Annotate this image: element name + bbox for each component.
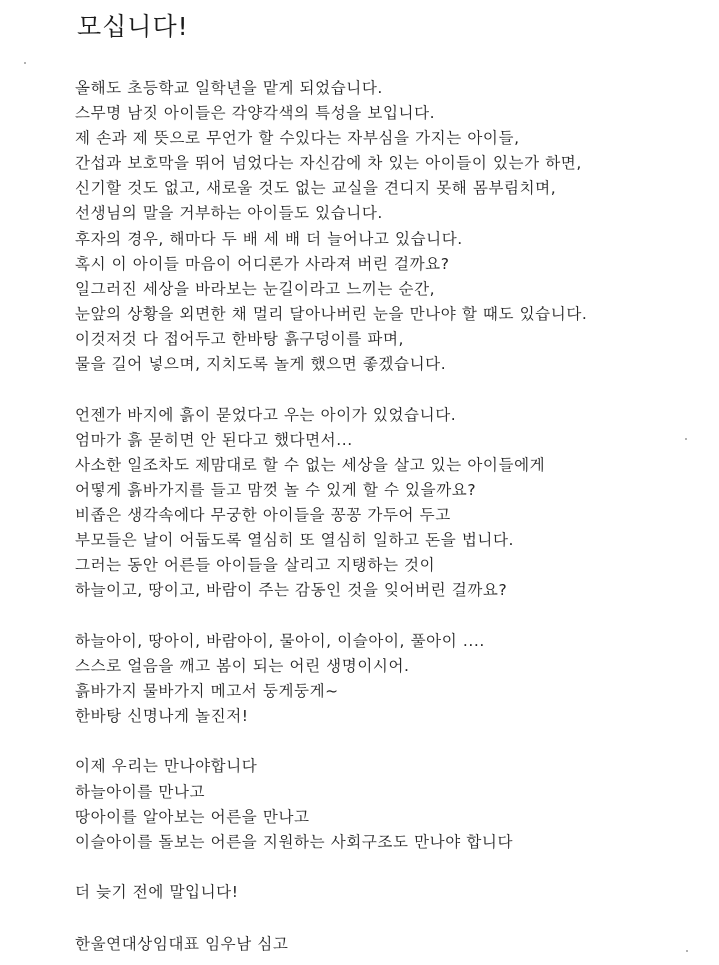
text-line: 선생님의 말을 거부하는 아이들도 있습니다.	[75, 204, 383, 223]
text-line: 엄마가 흙 묻히면 안 된다고 했다면서...	[75, 430, 353, 449]
text-line: 언젠가 바지에 흙이 묻었다고 우는 아이가 있었습니다.	[75, 405, 457, 424]
text-line: 후자의 경우, 해마다 두 배 세 배 더 늘어나고 있습니다.	[75, 229, 463, 248]
text-line: 올해도 초등학교 일학년을 맡게 되었습니다.	[75, 79, 383, 97]
text-line: 제 손과 제 뜻으로 무언가 할 수있다는 자부심을 가지는 아이들,	[75, 129, 520, 148]
text-line: 스무명 남짓 아이들은 각양각색의 특성을 보입니다.	[75, 104, 436, 123]
text-line: 부모들은 날이 어둡도록 열심히 또 열심히 일하고 돈을 법니다.	[75, 530, 515, 549]
letter-body	[75, 76, 715, 905]
text-line: 스스로 얼음을 깨고 봄이 되는 어린 생명이시어.	[75, 656, 410, 675]
text-line: 눈앞의 상황을 외면한 채 멀리 달아나버린 눈을 만나야 할 때도 있습니다.	[75, 304, 588, 323]
text-line: 이제 우리는 만나야합니다	[75, 757, 258, 776]
text-line: 물을 길어 넣으며, 지치도록 놀게 했으면 좋겠습니다.	[75, 355, 447, 374]
stanza	[75, 76, 715, 377]
stanza	[75, 403, 715, 604]
text-line: 어떻게 흙바가지를 들고 맘껏 놀 수 있게 할 수 있을까요?	[75, 480, 477, 499]
text-line: 일그러진 세상을 바라보는 눈길이라고 느끼는 순간,	[75, 279, 436, 298]
text-line: 더 늦기 전에 말입니다!	[75, 883, 239, 902]
stanza	[75, 629, 715, 729]
text-line: 그러는 동안 어른들 아이들을 살리고 지탱하는 것이	[75, 556, 436, 575]
text-line: 하늘이고, 땅이고, 바람이 주는 감동인 것을 잊어버린 걸까요?	[75, 581, 508, 600]
text-line: 비좁은 생각속에다 무궁한 아이들을 꽁꽁 가두어 두고	[75, 505, 451, 524]
scan-speck	[685, 438, 687, 440]
stanza-gap	[75, 377, 715, 402]
stanza	[75, 880, 715, 905]
stanza-gap	[75, 729, 715, 754]
document-title: 모십니다!	[77, 12, 189, 41]
text-line: 한바탕 신명나게 놀진저!	[75, 706, 249, 725]
text-line: 하늘아이, 땅아이, 바람아이, 물아이, 이슬아이, 풀아이 ....	[75, 631, 485, 650]
text-line: 혹시 이 아이들 마음이 어디론가 사라져 버린 걸까요?	[75, 254, 450, 273]
scan-speck	[24, 62, 26, 64]
text-line: 신기할 것도 없고, 새로울 것도 없는 교실을 견디지 못해 몸부림치며,	[75, 179, 557, 198]
text-line: 하늘아이를 만나고	[75, 782, 206, 801]
stanza-gap	[75, 603, 715, 628]
scan-speck	[686, 950, 688, 952]
text-line: 땅아이를 알아보는 어른을 만나고	[75, 807, 310, 826]
stanza-gap	[75, 855, 715, 880]
text-line: 흙바가지 물바가지 메고서 둥게둥게~	[75, 681, 339, 700]
signature-line: 한울연대상임대표 임우남 심고	[75, 935, 289, 953]
text-line: 사소한 일조차도 제맘대로 할 수 없는 세상을 살고 있는 아이들에게	[75, 455, 546, 474]
text-line: 간섭과 보호막을 뛰어 넘었다는 자신감에 차 있는 아이들이 있는가 하면,	[75, 154, 582, 173]
stanza	[75, 754, 715, 854]
text-line: 이슬아이를 돌보는 어른을 지원하는 사회구조도 만나야 합니다	[75, 832, 514, 851]
text-line: 이것저것 다 접어두고 한바탕 흙구덩이를 파며,	[75, 329, 405, 348]
